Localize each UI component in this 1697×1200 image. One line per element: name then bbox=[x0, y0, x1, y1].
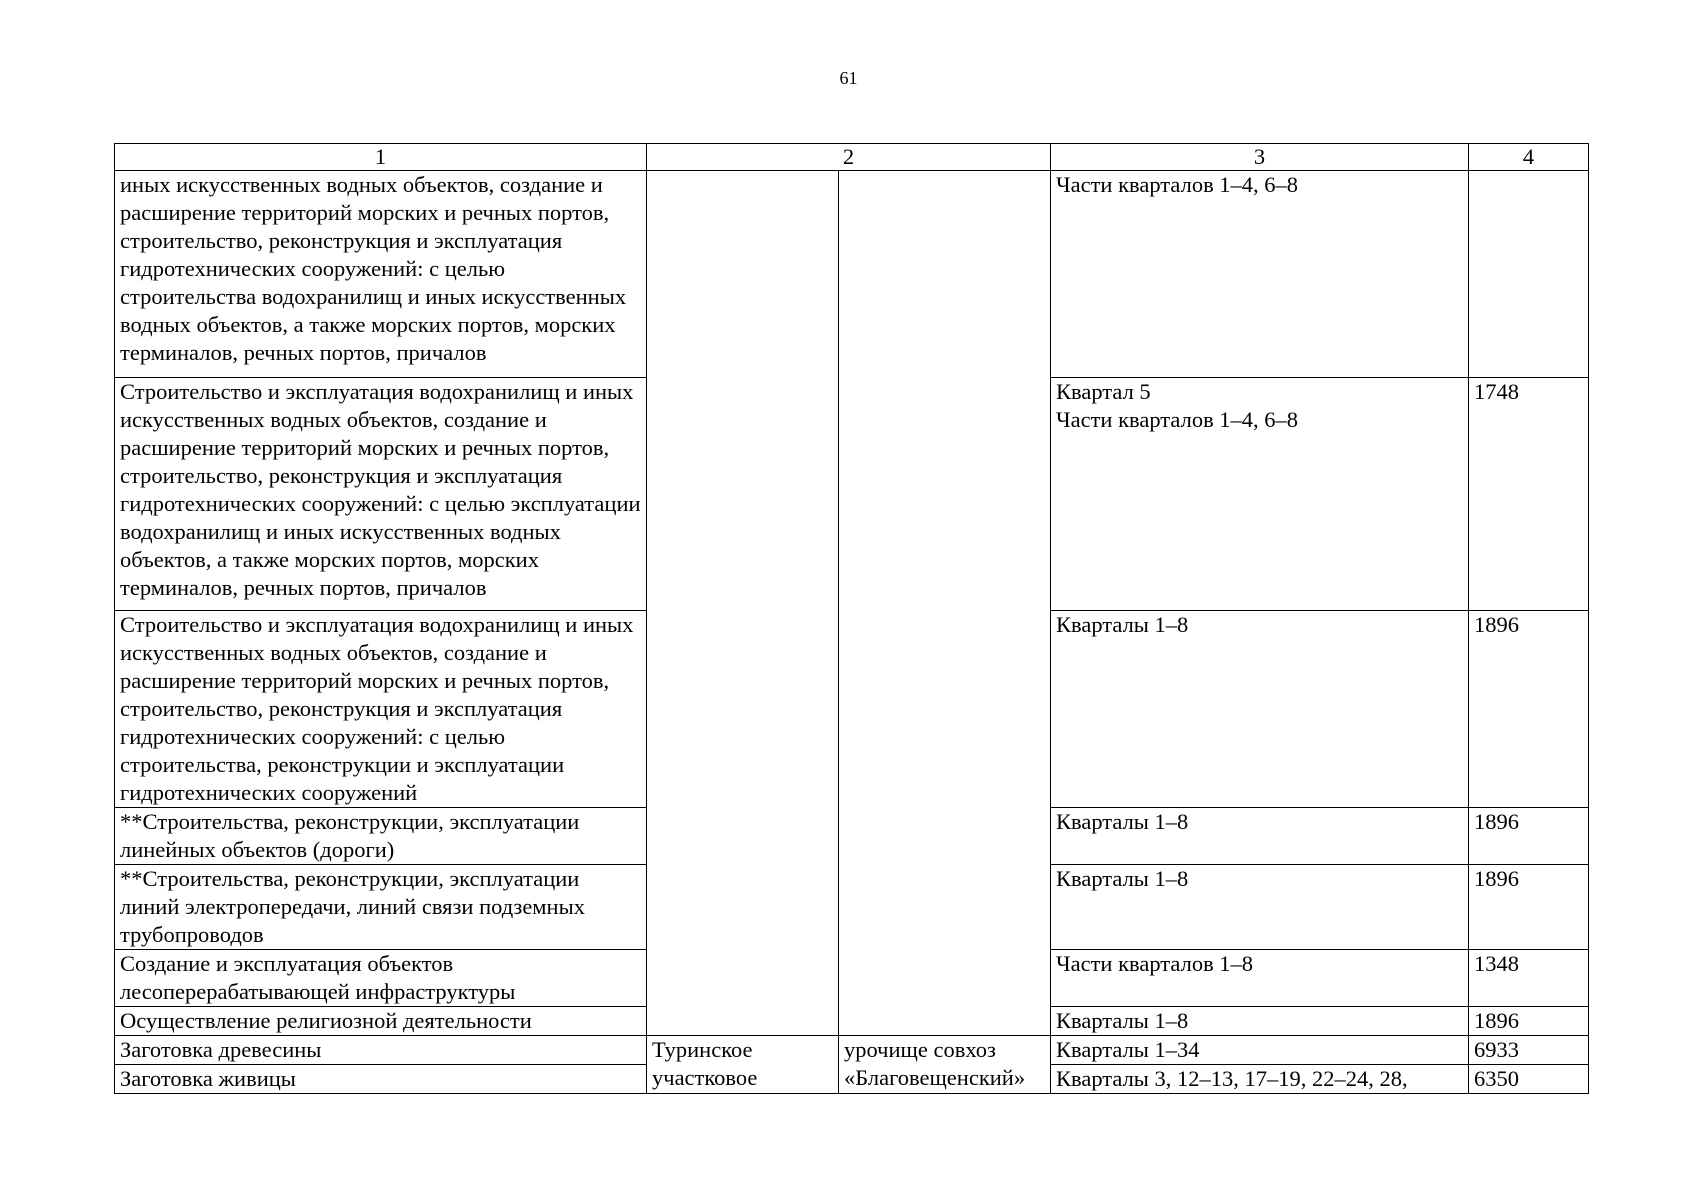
area-cell: 1348 bbox=[1469, 950, 1589, 1007]
table-row bbox=[115, 171, 1589, 378]
page-number: 61 bbox=[839, 68, 858, 88]
forest-use-table bbox=[114, 143, 1589, 1094]
forestry-cell-empty bbox=[647, 171, 839, 1036]
quarters-cell: Части кварталов 1–8 bbox=[1051, 950, 1469, 1007]
area-cell bbox=[1469, 171, 1589, 378]
area-cell: 1896 bbox=[1469, 611, 1589, 808]
activity-cell: Заготовка живицы bbox=[115, 1065, 647, 1094]
header-cell-1: 1 bbox=[115, 144, 647, 171]
tract-cell bbox=[839, 1036, 1051, 1094]
forestry-line: Туринское bbox=[652, 1037, 753, 1062]
activity-cell: Заготовка древесины bbox=[115, 1036, 647, 1065]
tract-line: «Благовещенский» bbox=[844, 1065, 1026, 1090]
header-cell-3: 3 bbox=[1051, 144, 1469, 171]
header-cell-4: 4 bbox=[1469, 144, 1589, 171]
quarters-cell: Кварталы 1–8 bbox=[1051, 865, 1469, 950]
table-row bbox=[115, 1036, 1589, 1065]
quarters-cell: Кварталы 3, 12–13, 17–19, 22–24, 28, bbox=[1051, 1065, 1469, 1094]
quarters-cell: Кварталы 1–34 bbox=[1051, 1036, 1469, 1065]
tract-line: урочище совхоз bbox=[844, 1037, 996, 1062]
tract-cell-empty bbox=[839, 171, 1051, 1036]
area-cell: 1896 bbox=[1469, 1007, 1589, 1036]
area-cell: 1748 bbox=[1469, 378, 1589, 611]
area-cell: 6933 bbox=[1469, 1036, 1589, 1065]
table-header-row bbox=[115, 144, 1589, 171]
forestry-cell bbox=[647, 1036, 839, 1094]
header-cell-2: 2 bbox=[647, 144, 1051, 171]
quarters-cell: Части кварталов 1–4, 6–8 bbox=[1051, 171, 1469, 378]
activity-cell: **Строительства, реконструкции, эксплуатации линий электропередачи, линий связи подземных трубопроводов bbox=[115, 865, 647, 950]
quarters-cell: Кварталы 1–8 bbox=[1051, 808, 1469, 865]
activity-cell: Строительство и эксплуатация водохранилищ и иных искусственных водных объектов, создание и расширение территорий морских и речных портов, строительство, реконструкция и эксплуатация гидротехнических сооружений: с целью строительства, реконструкции и эксплуатации гидротехнических сооружений bbox=[115, 611, 647, 808]
area-cell: 6350 bbox=[1469, 1065, 1589, 1094]
quarters-cell: Кварталы 1–8 bbox=[1051, 611, 1469, 808]
forestry-line: участковое bbox=[652, 1065, 758, 1090]
quarters-cell: Квартал 5 Части кварталов 1–4, 6–8 bbox=[1051, 378, 1469, 611]
activity-cell: Строительство и эксплуатация водохранилищ и иных искусственных водных объектов, создание и расширение территорий морских и речных портов, строительство, реконструкция и эксплуатация гидротехнических сооружений: с целью эксплуатации водохранилищ и иных искусственных водных объектов, а также морских портов, морских терминалов, речных портов, причалов bbox=[115, 378, 647, 611]
area-cell: 1896 bbox=[1469, 808, 1589, 865]
quarters-cell: Кварталы 1–8 bbox=[1051, 1007, 1469, 1036]
area-cell: 1896 bbox=[1469, 865, 1589, 950]
activity-cell: **Строительства, реконструкции, эксплуатации линейных объектов (дороги) bbox=[115, 808, 647, 865]
activity-cell: Создание и эксплуатация объектов лесоперерабатывающей инфраструктуры bbox=[115, 950, 647, 1007]
activity-cell: Осуществление религиозной деятельности bbox=[115, 1007, 647, 1036]
activity-cell: иных искусственных водных объектов, создание и расширение территорий морских и речных портов, строительство, реконструкция и эксплуатация гидротехнических сооружений: с целью строительства водохранилищ и иных искусственных водных объектов, а также морских портов, морских терминалов, речных портов, причалов bbox=[115, 171, 647, 378]
